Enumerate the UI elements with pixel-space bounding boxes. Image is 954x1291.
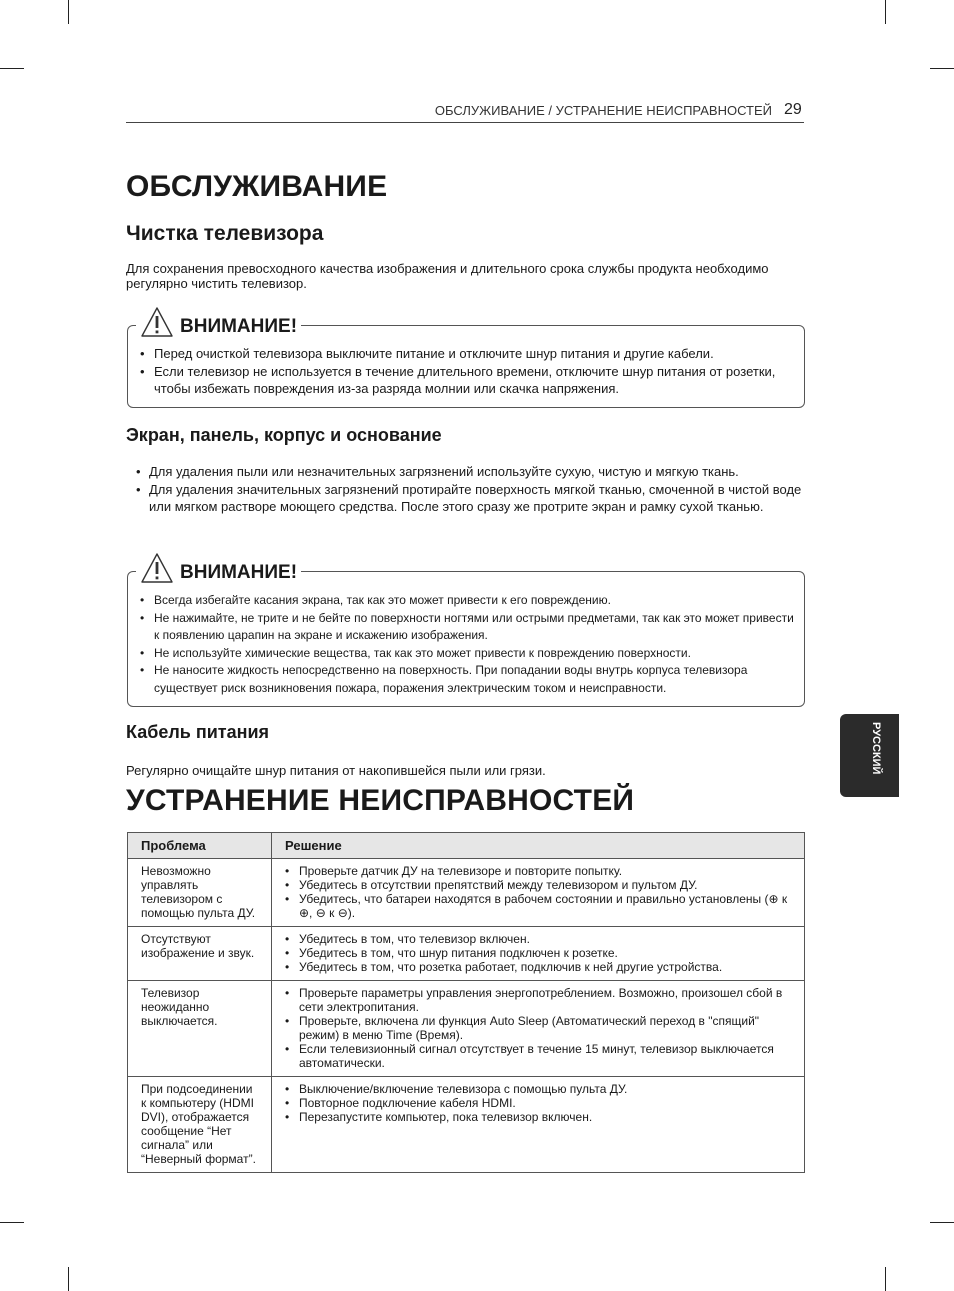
caution-list — [140, 345, 796, 398]
solution-cell — [272, 981, 805, 1077]
crop-mark — [0, 1222, 24, 1223]
list-item: • Не используйте химические вещества, так как это может привести к повреждению поверхности. — [140, 645, 796, 663]
crop-mark — [930, 1222, 954, 1223]
cleaning-intro: Для сохранения превосходного качества изображения и длительного срока службы продукта необходимо регулярно чистить телевизор. — [126, 261, 769, 291]
table-row — [128, 1077, 805, 1173]
list-item: • Проверьте параметры управления энергопотреблением. Возможно, произошел сбой в сети электропитания. — [285, 986, 791, 1014]
crop-mark — [0, 68, 24, 69]
solution-cell — [272, 1077, 805, 1173]
list-item: • Убедитесь, что батареи находятся в рабочем состоянии и правильно установлены (⊕ к ⊕, ⊖ к ⊖). — [285, 892, 791, 920]
warning-icon — [140, 552, 174, 584]
troubleshooting-table — [127, 832, 805, 1173]
list-item: • Убедитесь в отсутствии препятствий между телевизором и пультом ДУ. — [285, 878, 791, 892]
caution-box — [127, 562, 805, 707]
caution-header — [136, 306, 301, 338]
column-header: Решение — [272, 833, 805, 859]
list-item: • Убедитесь в том, что розетка работает, подключив к ней другие устройства. — [285, 960, 791, 974]
list-item: • Если телевизор не используется в течение длительного времени, отключите шнур питания от розетки, чтобы избежать повреждения из-за разряда молнии или скачка напряжения. — [140, 363, 796, 398]
list-item: • Проверьте датчик ДУ на телевизоре и повторите попытку. — [285, 864, 791, 878]
caution-list — [140, 592, 796, 697]
cable-text: Регулярно очищайте шнур питания от накопившейся пыли или грязи. — [126, 763, 546, 778]
troubleshooting-title: УСТРАНЕНИЕ НЕИСПРАВНОСТЕЙ — [126, 784, 635, 817]
list-item: • Для удаления значительных загрязнений протирайте поверхность мягкой тканью, смоченной в чистой воде или мягком растворе моющего средства. После этого сразу же протрите экран и рамку сухой тканью. — [136, 481, 806, 516]
crop-mark — [885, 1267, 886, 1291]
problem-cell: Невозможно управлять телевизором с помощью пульта ДУ. — [128, 859, 272, 927]
problem-cell: Телевизор неожиданно выключается. — [128, 981, 272, 1077]
solution-cell — [272, 927, 805, 981]
list-item: • Проверьте, включена ли функция Auto Sleep (Автоматический переход в "спящий" режим) в меню Time (Время). — [285, 1014, 791, 1042]
table-header-row — [128, 833, 805, 859]
language-tab — [840, 714, 899, 797]
table-row — [128, 927, 805, 981]
list-item: • Всегда избегайте касания экрана, так как это может привести к его повреждению. — [140, 592, 796, 610]
list-item: • Для удаления пыли или незначительных загрязнений используйте сухую, чистую и мягкую ткань. — [136, 463, 806, 481]
column-header: Проблема — [128, 833, 272, 859]
page-number: 29 — [784, 101, 802, 118]
list-item: • Выключение/включение телевизора с помощью пульта ДУ. — [285, 1082, 791, 1096]
list-item: • Повторное подключение кабеля HDMI. — [285, 1096, 791, 1110]
caution-box — [127, 316, 805, 408]
language-tab-label: РУССКИЙ — [870, 722, 882, 775]
problem-cell: Отсутствуют изображение и звук. — [128, 927, 272, 981]
list-item: • Перезапустите компьютер, пока телевизор включен. — [285, 1110, 791, 1124]
cleaning-title: Чистка телевизора — [126, 222, 324, 245]
crop-mark — [930, 68, 954, 69]
table-row — [128, 981, 805, 1077]
caution-label: ВНИМАНИЕ! — [180, 316, 298, 337]
list-item: • Если телевизионный сигнал отсутствует в течение 15 минут, телевизор выключается автоматически. — [285, 1042, 791, 1070]
solution-cell — [272, 859, 805, 927]
crop-mark — [885, 0, 886, 24]
caution-label: ВНИМАНИЕ! — [180, 562, 298, 583]
list-item: • Перед очисткой телевизора выключите питание и отключите шнур питания и другие кабели. — [140, 345, 796, 363]
screen-title: Экран, панель, корпус и основание — [126, 425, 442, 445]
list-item: • Не наносите жидкость непосредственно на поверхность. При попадании воды внутрь корпуса телевизора существует риск возникновения пожара, поражения электрическим током и неисправности. — [140, 662, 796, 697]
running-head: ОБСЛУЖИВАНИЕ / УСТРАНЕНИЕ НЕИСПРАВНОСТЕЙ — [434, 103, 772, 118]
maintenance-title: ОБСЛУЖИВАНИЕ — [126, 170, 388, 203]
list-item: • Убедитесь в том, что шнур питания подключен к розетке. — [285, 946, 791, 960]
crop-mark — [68, 1267, 69, 1291]
list-item: • Не нажимайте, не трите и не бейте по поверхности ногтями или острыми предметами, так как это может привести к появлению царапин на экране и искажению изображения. — [140, 610, 796, 645]
table-row — [128, 859, 805, 927]
caution-header — [136, 552, 301, 584]
screen-list — [136, 463, 806, 516]
cable-title: Кабель питания — [126, 722, 270, 742]
list-item: • Убедитесь в том, что телевизор включен. — [285, 932, 791, 946]
crop-mark — [68, 0, 69, 24]
problem-cell: При подсоединении к компьютеру (HDMI DVI), отображается сообщение “Нет сигнала” или “Неверный формат”. — [128, 1077, 272, 1173]
header-divider — [126, 122, 804, 123]
warning-icon — [140, 306, 174, 338]
